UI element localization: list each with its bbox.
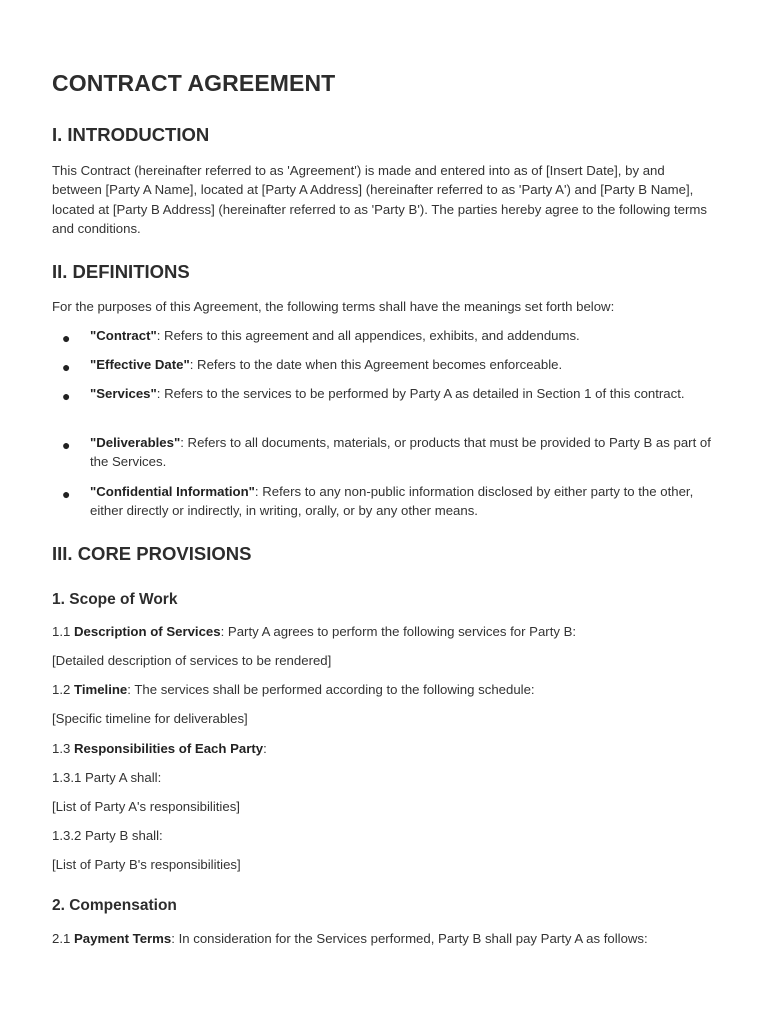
definition-text: : Refers to all documents, materials, or products that must be provided to Party B as part of the Services. [90,435,711,470]
scope-of-work-heading: 1. Scope of Work [52,591,178,608]
bullet-icon: ● [62,330,71,346]
definition-text: : Refers to any non-public information disclosed by either party to the other, either directly or indirectly, in writing, orally, or by any other means. [90,484,694,519]
clause-1-3-1: 1.3.1 Party A shall: [52,770,162,785]
definition-term: "Contract" [90,328,157,343]
clause-1-1: 1.1 Description of Services: Party A agrees to perform the following services for Party B: [52,624,577,639]
clause-1-1-placeholder: [Detailed description of services to be rendered] [52,653,332,668]
clause-2-1: 2.1 Payment Terms: In consideration for the Services performed, Party B shall pay Party A as follows: [52,931,648,946]
document-title: CONTRACT AGREEMENT [52,70,336,96]
definition-term: "Effective Date" [90,357,190,372]
bullet-icon: ● [62,359,71,375]
definition-term: "Confidential Information" [90,484,255,499]
core-provisions-heading: III. CORE PROVISIONS [52,543,252,564]
definition-term: "Services" [90,386,157,401]
definitions-lead: For the purposes of this Agreement, the following terms shall have the meanings set forth below: [52,299,615,314]
introduction-paragraph: This Contract (hereinafter referred to as 'Agreement') is made and entered into as of [Insert Date], by and between [Party A Name], located at [Party A Address] (hereinafter referred to as 'Party A') and [Party B Name], located at [Party B Address] (hereinafter referred to as 'Party B'). The parties hereby agree to the following terms and conditions. [52,163,707,237]
bullet-icon: ● [62,388,71,404]
definition-text: : Refers to the services to be performed by Party A as detailed in Section 1 of this contract. [156,386,685,401]
definition-term: "Deliverables" [90,435,181,450]
clause-1-3-2-placeholder: [List of Party B's responsibilities] [52,857,241,872]
bullet-icon: ● [62,437,71,453]
clause-1-3-2: 1.3.2 Party B shall: [52,828,163,843]
clause-1-2-placeholder: [Specific timeline for deliverables] [52,711,248,726]
clause-1-3-1-placeholder: [List of Party A's responsibilities] [52,799,240,814]
bullet-icon: ● [62,486,71,502]
clause-1-3: 1.3 Responsibilities of Each Party: [52,741,267,756]
introduction-heading: I. INTRODUCTION [52,124,210,145]
compensation-heading: 2. Compensation [52,897,177,914]
definitions-heading: II. DEFINITIONS [52,261,190,282]
definition-text: : Refers to the date when this Agreement becomes enforceable. [189,357,563,372]
clause-1-2: 1.2 Timeline: The services shall be performed according to the following schedule: [52,682,535,697]
definition-text: : Refers to this agreement and all appendices, exhibits, and addendums. [156,328,580,343]
